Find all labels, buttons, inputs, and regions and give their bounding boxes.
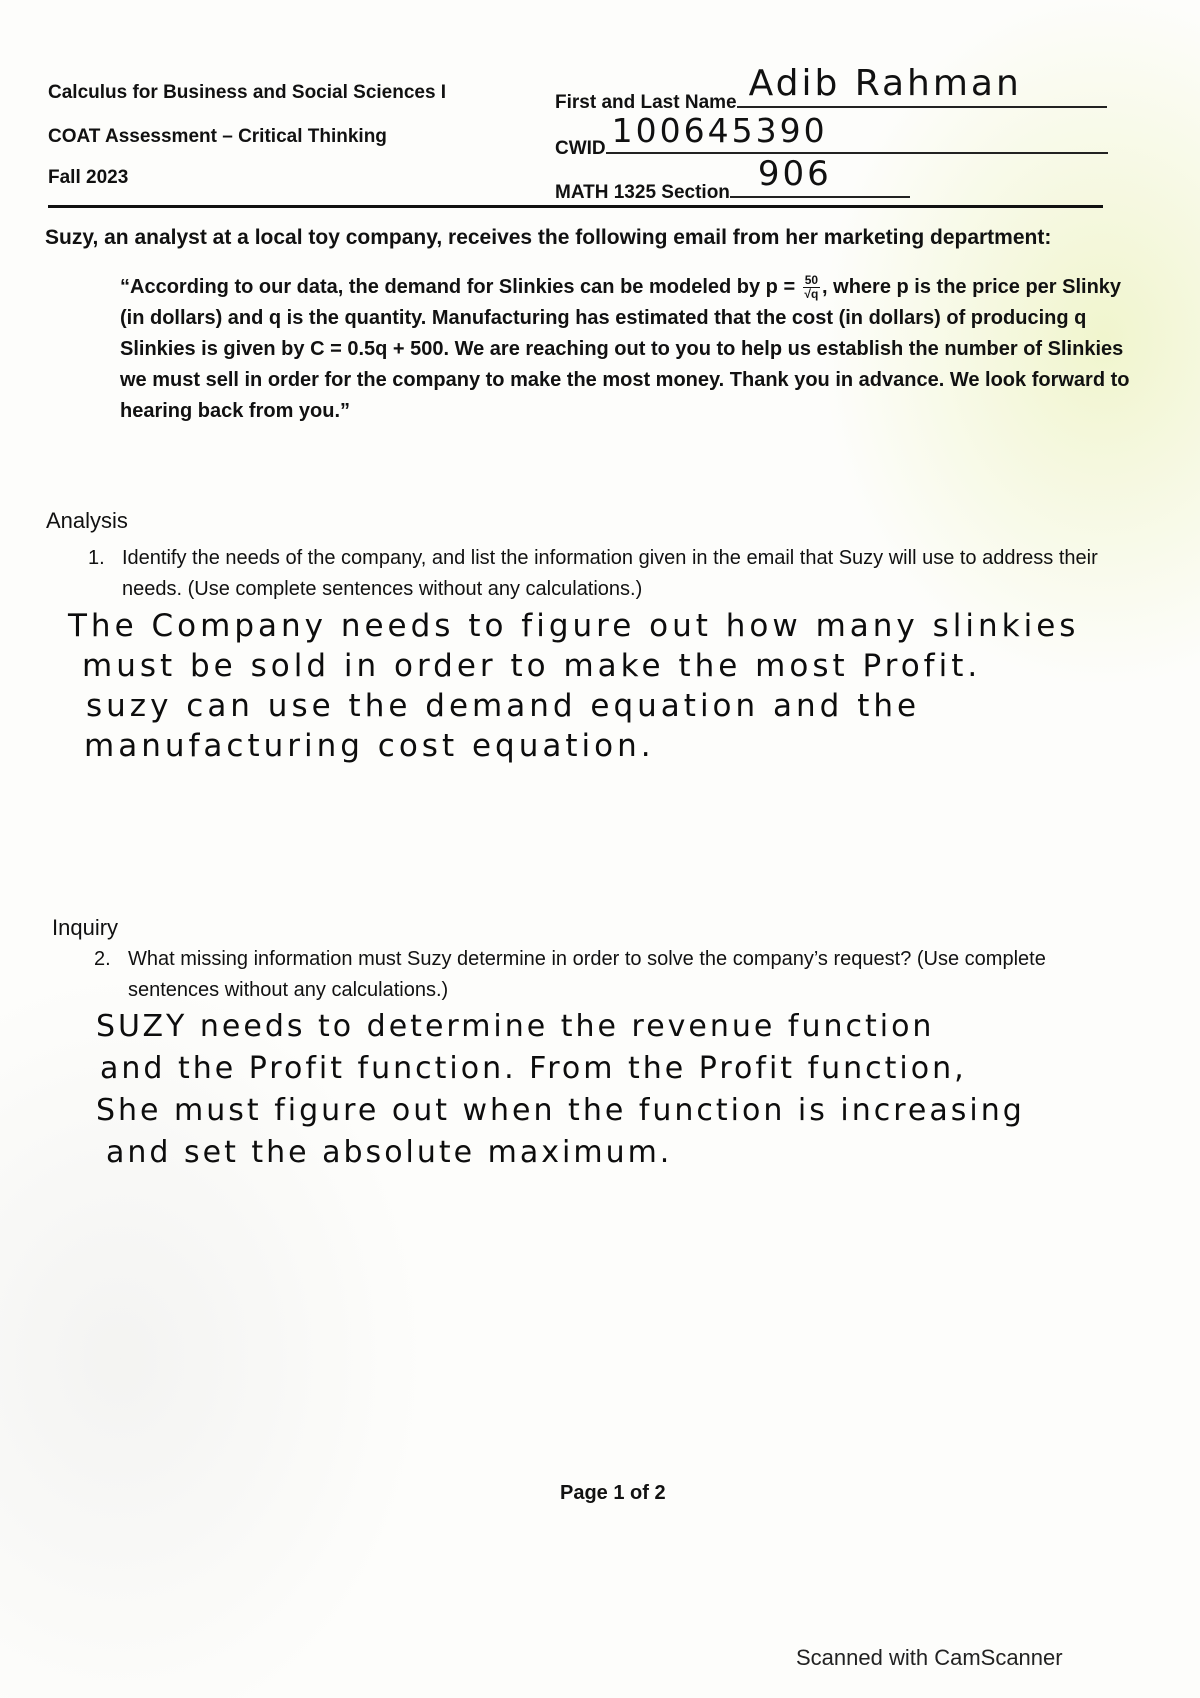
answer-2-line: and set the absolute maximum. (106, 1135, 673, 1170)
email-part2: , where p is the price per Slinky (in dollars) and q is the quantity. Manufacturing has estimated that the cost (in dollars) of producing q Slinkies is given by C = 0.5q + 500. We are reaching out to you to help us establish the number of Slinkies we must sell in order for the company to make the most money. Thank you in advance. We look forward to hearing back from you.” (120, 276, 1130, 422)
fraction-numerator: 50 (804, 273, 819, 288)
fraction-denominator: √q (804, 287, 819, 302)
question-1 (88, 543, 1102, 605)
page-number: Page 1 of 2 (560, 1482, 666, 1504)
section-value: 906 (757, 154, 832, 194)
demand-fraction (803, 274, 820, 301)
answer-1-line: manufacturing cost equation. (84, 728, 655, 764)
cwid-label: CWID (555, 138, 606, 159)
section-row (555, 154, 910, 204)
answer-2-line: SUZY needs to determine the revenue function (96, 1009, 935, 1044)
section-label: MATH 1325 Section (555, 182, 730, 203)
header-divider (48, 205, 1103, 208)
scanner-watermark: Scanned with CamScanner (796, 1645, 1063, 1670)
name-field[interactable] (737, 63, 1107, 108)
answer-1[interactable] (68, 606, 1158, 766)
question-2-number: 2. (94, 948, 111, 970)
cwid-value: 100645390 (611, 111, 828, 150)
answer-2[interactable] (96, 1006, 1186, 1174)
email-quote (120, 272, 1130, 427)
assessment-title: COAT Assessment – Critical Thinking (48, 126, 387, 147)
question-1-number: 1. (88, 547, 105, 569)
course-title: Calculus for Business and Social Sciences I (48, 82, 447, 103)
term-label: Fall 2023 (48, 167, 129, 188)
answer-1-line: The Company needs to figure out how many slinkies (68, 608, 1080, 644)
name-value: Adib Rahman (748, 63, 1022, 104)
name-row (555, 63, 1107, 114)
name-label: First and Last Name (555, 92, 737, 113)
inquiry-heading: Inquiry (52, 915, 119, 940)
question-2 (94, 944, 1108, 1006)
question-1-text: Identify the needs of the company, and list the information given in the email that Suzy will use to address their needs. (Use complete sentences without any calculations.) (122, 547, 1098, 600)
intro-text: Suzy, an analyst at a local toy company, receives the following email from her marketing department: (45, 226, 1052, 249)
answer-2-line: She must figure out when the function is increasing (96, 1093, 1025, 1128)
answer-1-line: must be sold in order to make the most Profit. (82, 648, 982, 684)
cwid-field[interactable] (606, 111, 1108, 154)
question-2-text: What missing information must Suzy determine in order to solve the company’s request? (Use complete sentences without any calculations.) (128, 948, 1046, 1001)
answer-2-line: and the Profit function. From the Profit function, (100, 1051, 967, 1086)
analysis-heading: Analysis (46, 508, 128, 533)
email-part1: “According to our data, the demand for Slinkies can be modeled by p = (120, 276, 796, 298)
answer-1-line: suzy can use the demand equation and the (86, 688, 921, 724)
section-field[interactable] (730, 154, 910, 198)
